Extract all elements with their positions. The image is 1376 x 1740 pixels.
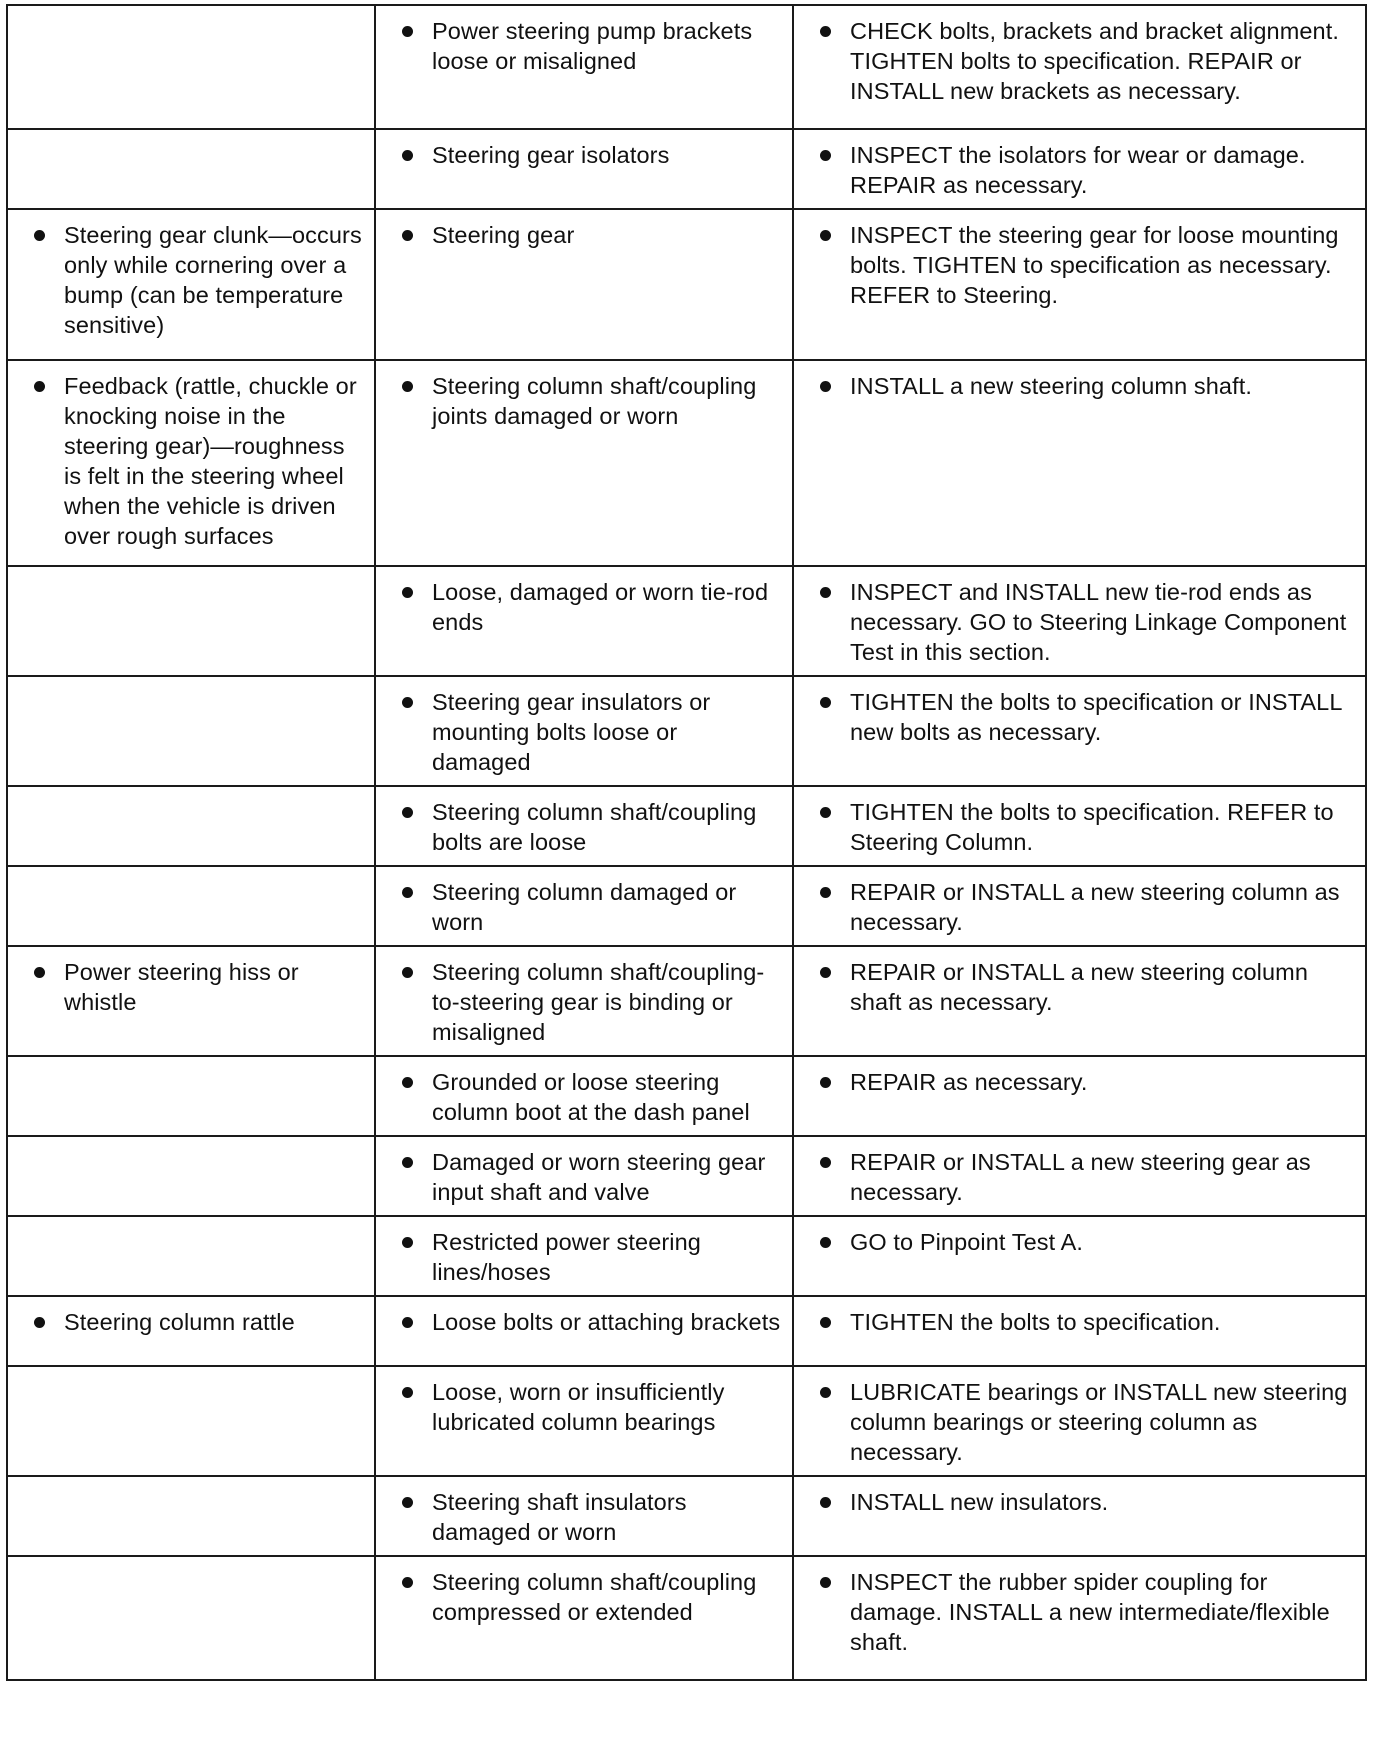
bullet-icon bbox=[820, 1497, 831, 1508]
cause-cell bbox=[375, 566, 793, 676]
action-item bbox=[814, 1567, 1355, 1657]
action-cell bbox=[793, 866, 1366, 946]
symptom-cell bbox=[7, 1136, 375, 1216]
cause-cell bbox=[375, 946, 793, 1056]
cause-item bbox=[396, 1487, 782, 1547]
symptom-item bbox=[28, 220, 364, 340]
table-row bbox=[7, 1366, 1366, 1476]
action-item bbox=[814, 957, 1355, 1017]
action-item bbox=[814, 140, 1355, 200]
bullet-icon bbox=[402, 1077, 413, 1088]
cause-item bbox=[396, 1377, 782, 1437]
diagnosis-table bbox=[6, 4, 1367, 1681]
bullet-icon bbox=[34, 1317, 45, 1328]
cause-item bbox=[396, 957, 782, 1047]
cause-item bbox=[396, 140, 782, 170]
bullet-icon bbox=[820, 1577, 831, 1588]
bullet-icon bbox=[820, 967, 831, 978]
cause-cell bbox=[375, 1556, 793, 1680]
cause-text: Loose bolts or attaching brackets bbox=[432, 1309, 781, 1335]
symptom-cell bbox=[7, 5, 375, 129]
bullet-icon bbox=[34, 967, 45, 978]
cause-cell bbox=[375, 786, 793, 866]
action-text: CHECK bolts, brackets and bracket alignment. TIGHTEN bolts to specification. REPAIR or INSTALL new brackets as necessary. bbox=[850, 18, 1339, 104]
table-row bbox=[7, 786, 1366, 866]
symptom-cell bbox=[7, 360, 375, 566]
bullet-icon bbox=[820, 697, 831, 708]
cause-cell bbox=[375, 676, 793, 786]
cause-item bbox=[396, 797, 782, 857]
bullet-icon bbox=[402, 587, 413, 598]
cause-text: Loose, worn or insufficiently lubricated column bearings bbox=[432, 1379, 725, 1435]
action-text: INSTALL a new steering column shaft. bbox=[850, 373, 1252, 399]
cause-cell bbox=[375, 1216, 793, 1296]
symptom-item bbox=[28, 1307, 364, 1337]
cause-text: Steering column shaft/coupling compressed or extended bbox=[432, 1569, 757, 1625]
cause-item bbox=[396, 1147, 782, 1207]
table-row bbox=[7, 866, 1366, 946]
bullet-icon bbox=[402, 967, 413, 978]
table-body bbox=[7, 5, 1366, 1680]
action-text: REPAIR or INSTALL a new steering column as necessary. bbox=[850, 879, 1340, 935]
cause-cell bbox=[375, 1476, 793, 1556]
bullet-icon bbox=[820, 1387, 831, 1398]
bullet-icon bbox=[820, 230, 831, 241]
action-cell bbox=[793, 946, 1366, 1056]
bullet-icon bbox=[820, 1317, 831, 1328]
bullet-icon bbox=[34, 381, 45, 392]
cause-text: Loose, damaged or worn tie-rod ends bbox=[432, 579, 769, 635]
bullet-icon bbox=[402, 381, 413, 392]
action-text: GO to Pinpoint Test A. bbox=[850, 1229, 1083, 1255]
action-item bbox=[814, 1377, 1355, 1467]
cause-item bbox=[396, 1307, 782, 1337]
cause-text: Grounded or loose steering column boot at the dash panel bbox=[432, 1069, 750, 1125]
bullet-icon bbox=[820, 807, 831, 818]
action-item bbox=[814, 371, 1355, 401]
action-item bbox=[814, 877, 1355, 937]
cause-text: Steering gear insulators or mounting bolts loose or damaged bbox=[432, 689, 711, 775]
action-text: INSPECT the steering gear for loose mounting bolts. TIGHTEN to specification as necessary. REFER to Steering. bbox=[850, 222, 1339, 308]
bullet-icon bbox=[820, 1077, 831, 1088]
action-item bbox=[814, 220, 1355, 310]
action-cell bbox=[793, 1296, 1366, 1366]
symptom-text: Feedback (rattle, chuckle or knocking noise in the steering gear)—roughness is felt in the steering wheel when the vehicle is driven over rough surfaces bbox=[64, 373, 357, 549]
action-text: TIGHTEN the bolts to specification. REFER to Steering Column. bbox=[850, 799, 1334, 855]
action-item bbox=[814, 1227, 1355, 1257]
cause-item bbox=[396, 220, 782, 250]
bullet-icon bbox=[402, 1387, 413, 1398]
symptom-text: Power steering hiss or whistle bbox=[64, 959, 299, 1015]
bullet-icon bbox=[402, 1317, 413, 1328]
cause-item bbox=[396, 1567, 782, 1627]
symptom-text: Steering gear clunk—occurs only while cornering over a bump (can be temperature sensitive) bbox=[64, 222, 362, 338]
action-cell bbox=[793, 676, 1366, 786]
cause-item bbox=[396, 687, 782, 777]
action-cell bbox=[793, 1556, 1366, 1680]
table-row bbox=[7, 209, 1366, 360]
action-cell bbox=[793, 1366, 1366, 1476]
action-cell bbox=[793, 1476, 1366, 1556]
action-item bbox=[814, 1307, 1355, 1337]
cause-text: Steering column shaft/coupling-to-steering gear is binding or misaligned bbox=[432, 959, 765, 1045]
table-row bbox=[7, 1216, 1366, 1296]
symptom-item bbox=[28, 957, 364, 1017]
action-item bbox=[814, 1147, 1355, 1207]
cause-text: Restricted power steering lines/hoses bbox=[432, 1229, 701, 1285]
cause-cell bbox=[375, 1136, 793, 1216]
cause-item bbox=[396, 1227, 782, 1287]
action-cell bbox=[793, 5, 1366, 129]
action-text: TIGHTEN the bolts to specification or INSTALL new bolts as necessary. bbox=[850, 689, 1342, 745]
action-cell bbox=[793, 786, 1366, 866]
table-row bbox=[7, 946, 1366, 1056]
action-text: TIGHTEN the bolts to specification. bbox=[850, 1309, 1221, 1335]
bullet-icon bbox=[402, 1157, 413, 1168]
bullet-icon bbox=[402, 697, 413, 708]
cause-text: Steering column shaft/coupling joints damaged or worn bbox=[432, 373, 757, 429]
table-row bbox=[7, 1476, 1366, 1556]
bullet-icon bbox=[34, 230, 45, 241]
table-row bbox=[7, 1296, 1366, 1366]
action-cell bbox=[793, 360, 1366, 566]
table-row bbox=[7, 360, 1366, 566]
bullet-icon bbox=[402, 1497, 413, 1508]
cause-cell bbox=[375, 1366, 793, 1476]
action-text: REPAIR or INSTALL a new steering column shaft as necessary. bbox=[850, 959, 1308, 1015]
symptom-cell bbox=[7, 1556, 375, 1680]
table-row bbox=[7, 1556, 1366, 1680]
action-item bbox=[814, 1067, 1355, 1097]
cause-cell bbox=[375, 209, 793, 360]
action-item bbox=[814, 797, 1355, 857]
table-row bbox=[7, 5, 1366, 129]
cause-text: Steering gear isolators bbox=[432, 142, 670, 168]
symptom-cell bbox=[7, 209, 375, 360]
bullet-icon bbox=[402, 807, 413, 818]
action-cell bbox=[793, 1056, 1366, 1136]
cause-cell bbox=[375, 1056, 793, 1136]
symptom-text: Steering column rattle bbox=[64, 1309, 295, 1335]
table-row bbox=[7, 1136, 1366, 1216]
bullet-icon bbox=[820, 1157, 831, 1168]
cause-text: Steering gear bbox=[432, 222, 575, 248]
symptom-cell bbox=[7, 1296, 375, 1366]
cause-item bbox=[396, 577, 782, 637]
action-text: INSPECT and INSTALL new tie-rod ends as necessary. GO to Steering Linkage Component Test in this section. bbox=[850, 579, 1347, 665]
bullet-icon bbox=[402, 1237, 413, 1248]
table-row bbox=[7, 129, 1366, 209]
symptom-cell bbox=[7, 129, 375, 209]
cause-text: Power steering pump brackets loose or misaligned bbox=[432, 18, 753, 74]
action-text: REPAIR as necessary. bbox=[850, 1069, 1088, 1095]
bullet-icon bbox=[402, 1577, 413, 1588]
cause-cell bbox=[375, 1296, 793, 1366]
bullet-icon bbox=[402, 150, 413, 161]
action-text: REPAIR or INSTALL a new steering gear as necessary. bbox=[850, 1149, 1311, 1205]
bullet-icon bbox=[820, 26, 831, 37]
bullet-icon bbox=[820, 887, 831, 898]
cause-text: Steering column damaged or worn bbox=[432, 879, 737, 935]
action-cell bbox=[793, 566, 1366, 676]
cause-item bbox=[396, 16, 782, 76]
action-cell bbox=[793, 1136, 1366, 1216]
cause-cell bbox=[375, 5, 793, 129]
symptom-cell bbox=[7, 786, 375, 866]
table-row bbox=[7, 1056, 1366, 1136]
symptom-cell bbox=[7, 866, 375, 946]
action-item bbox=[814, 1487, 1355, 1517]
cause-cell bbox=[375, 866, 793, 946]
table-row bbox=[7, 676, 1366, 786]
symptom-item bbox=[28, 371, 364, 551]
cause-cell bbox=[375, 129, 793, 209]
bullet-icon bbox=[820, 150, 831, 161]
table-row bbox=[7, 566, 1366, 676]
cause-text: Steering column shaft/coupling bolts are loose bbox=[432, 799, 757, 855]
bullet-icon bbox=[402, 887, 413, 898]
action-text: INSTALL new insulators. bbox=[850, 1489, 1109, 1515]
action-text: INSPECT the rubber spider coupling for damage. INSTALL a new intermediate/flexible shaft. bbox=[850, 1569, 1330, 1655]
cause-item bbox=[396, 1067, 782, 1127]
bullet-icon bbox=[402, 230, 413, 241]
symptom-cell bbox=[7, 676, 375, 786]
action-item bbox=[814, 577, 1355, 667]
symptom-cell bbox=[7, 1056, 375, 1136]
bullet-icon bbox=[820, 381, 831, 392]
action-cell bbox=[793, 1216, 1366, 1296]
symptom-cell bbox=[7, 1366, 375, 1476]
cause-cell bbox=[375, 360, 793, 566]
cause-item bbox=[396, 877, 782, 937]
action-text: INSPECT the isolators for wear or damage. REPAIR as necessary. bbox=[850, 142, 1306, 198]
symptom-cell bbox=[7, 946, 375, 1056]
symptom-cell bbox=[7, 1476, 375, 1556]
action-cell bbox=[793, 209, 1366, 360]
symptom-cell bbox=[7, 1216, 375, 1296]
action-cell bbox=[793, 129, 1366, 209]
action-text: LUBRICATE bearings or INSTALL new steering column bearings or steering column as necessary. bbox=[850, 1379, 1348, 1465]
action-item bbox=[814, 16, 1355, 106]
cause-text: Steering shaft insulators damaged or worn bbox=[432, 1489, 687, 1545]
bullet-icon bbox=[820, 587, 831, 598]
symptom-cell bbox=[7, 566, 375, 676]
bullet-icon bbox=[402, 26, 413, 37]
bullet-icon bbox=[820, 1237, 831, 1248]
action-item bbox=[814, 687, 1355, 747]
cause-item bbox=[396, 371, 782, 431]
cause-text: Damaged or worn steering gear input shaft and valve bbox=[432, 1149, 766, 1205]
